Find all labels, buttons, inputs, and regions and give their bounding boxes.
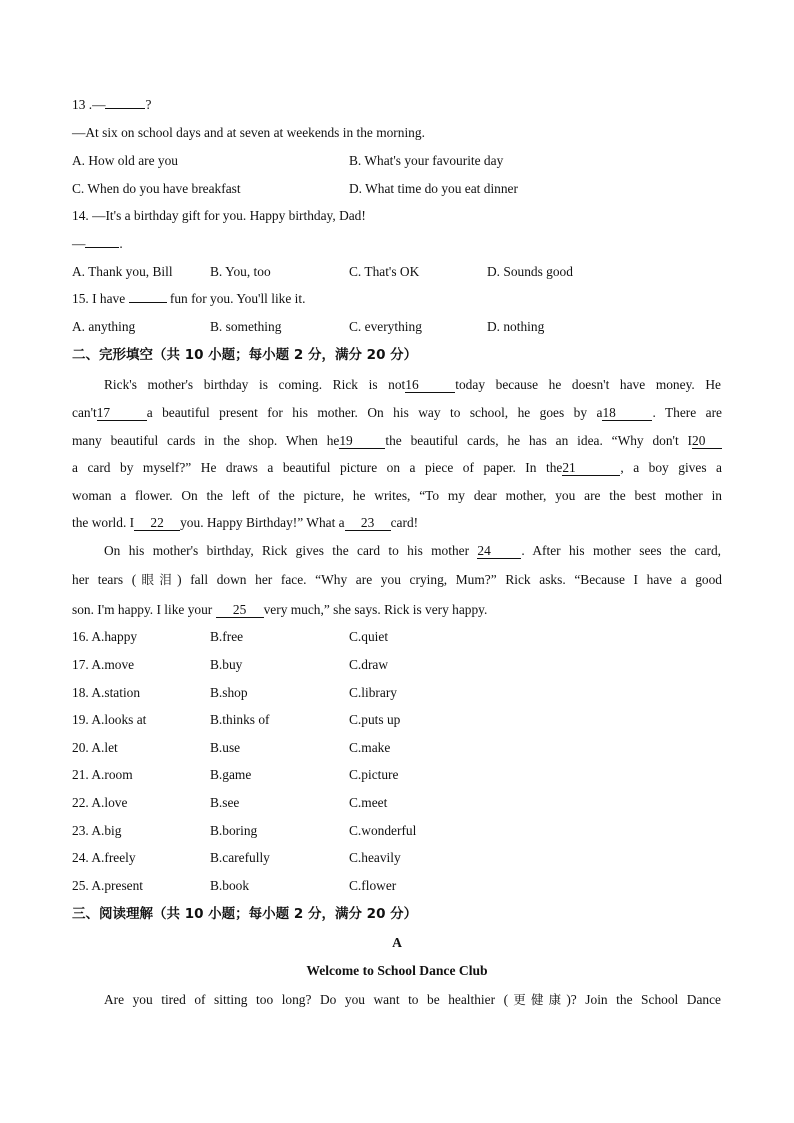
text: today because he doesn't have money. He	[455, 377, 721, 392]
option-25-b: B.book	[210, 878, 250, 893]
option-24-a: 24. A.freely	[72, 850, 136, 865]
option-22-b: B.see	[210, 795, 240, 810]
option-22-c: C.meet	[349, 795, 388, 810]
option-19-c: C.puts up	[349, 712, 401, 727]
blank-24: 24	[477, 543, 521, 559]
q14-option-a: A. Thank you, Bill	[72, 264, 173, 279]
passage-line-2	[72, 404, 722, 422]
passage-line-3	[72, 432, 722, 450]
q15-option-a: A. anything	[72, 319, 136, 334]
question-13-end: ?	[145, 97, 152, 112]
option-21-a: 21. A.room	[72, 767, 133, 782]
q14-option-c: C. That's OK	[349, 264, 420, 279]
option-22-a: 22. A.love	[72, 795, 128, 810]
passage-line-7	[104, 542, 721, 560]
reply-dash: —	[72, 236, 86, 251]
blank-17: 17	[97, 405, 147, 421]
option-17-a: 17. A.move	[72, 657, 135, 672]
q13-option-a: A. How old are you	[72, 153, 178, 168]
option-20-a: 20. A.let	[72, 740, 118, 755]
text: On his mother's birthday, Rick gives the card to his mother	[104, 543, 478, 558]
text: her tears (	[72, 572, 137, 587]
text: very much,” she says. Rick is very happy.	[263, 602, 488, 617]
section-3-heading: 三、阅读理解（共 10 小题；每小题 2 分，满分 20 分）	[72, 906, 418, 922]
q13-option-c: C. When do you have breakfast	[72, 181, 241, 196]
option-18-c: C.library	[349, 685, 397, 700]
reply-end: .	[119, 236, 123, 251]
option-24-b: B.carefully	[210, 850, 270, 865]
blank-20: 20	[692, 433, 722, 449]
q15-option-b: B. something	[210, 319, 282, 334]
passage-line-1	[104, 376, 721, 394]
cjk-gloss: 更健康	[508, 992, 567, 1007]
question-15-stem	[72, 290, 305, 308]
option-23-a: 23. A.big	[72, 823, 122, 838]
option-17-c: C.draw	[349, 657, 389, 672]
blank-21: 21	[562, 460, 620, 476]
question-13-stem	[72, 96, 151, 114]
question-13-number: 13 .—	[72, 97, 106, 112]
passage-line-4	[72, 459, 722, 477]
q13-option-b: B. What's your favourite day	[349, 153, 504, 168]
option-20-b: B.use	[210, 740, 241, 755]
cjk-gloss: 眼泪	[136, 572, 178, 587]
option-25-a: 25. A.present	[72, 878, 144, 893]
option-23-c: C.wonderful	[349, 823, 417, 838]
text: the beautiful cards, he has an idea. “Why don't I	[385, 433, 693, 448]
text: a beautiful present for his mother. On his way to school, he goes by a	[146, 405, 603, 420]
question-14-reply	[72, 235, 123, 253]
q15-option-d: D. nothing	[487, 319, 545, 334]
blank-18: 18	[602, 405, 652, 421]
text: card!	[390, 515, 419, 530]
reading-line-1	[104, 991, 721, 1009]
question-13-answer: —At six on school days and at seven at weekends in the morning.	[72, 125, 425, 140]
text: , a boy gives a	[620, 460, 722, 475]
text: Are you tired of sitting too long? Do you want to be healthier (	[104, 992, 509, 1007]
answer-blank	[105, 108, 145, 109]
option-18-a: 18. A.station	[72, 685, 141, 700]
passage-line-5: woman a flower. On the left of the picture, he writes, “To my dear mother, you are the best mother in	[72, 488, 722, 503]
text: a card by myself?” He draws a beautiful picture on a piece of paper. In the	[72, 460, 563, 475]
text: son. I'm happy. I like your	[72, 602, 216, 617]
reading-passage-label: A	[392, 935, 402, 950]
stem-end: fun for you. You'll like it.	[166, 291, 306, 306]
answer-blank	[129, 302, 167, 303]
blank-16: 16	[405, 377, 455, 393]
text: . After his mother sees the card,	[521, 543, 721, 558]
text: many beautiful cards in the shop. When he	[72, 433, 340, 448]
text: you. Happy Birthday!” What a	[180, 515, 345, 530]
option-25-c: C.flower	[349, 878, 397, 893]
text: )? Join the School Dance	[566, 992, 721, 1007]
option-23-b: B.boring	[210, 823, 258, 838]
q13-option-d: D. What time do you eat dinner	[349, 181, 518, 196]
option-21-b: B.game	[210, 767, 252, 782]
passage-line-9	[72, 601, 487, 619]
text: ) fall down her face. “Why are you crying, Mum?” Rick asks. “Because I have a good	[177, 572, 722, 587]
option-17-b: B.buy	[210, 657, 243, 672]
passage-line-8	[72, 571, 722, 589]
option-24-c: C.heavily	[349, 850, 401, 865]
stem-start: 15. I have	[72, 291, 129, 306]
reading-passage-title: Welcome to School Dance Club	[306, 963, 488, 978]
answer-blank	[85, 247, 119, 248]
blank-25: 25	[216, 602, 264, 618]
section-2-heading: 二、完形填空（共 10 小题；每小题 2 分，满分 20 分）	[72, 347, 418, 363]
blank-23: 23	[345, 515, 391, 531]
option-21-c: C.picture	[349, 767, 399, 782]
option-18-b: B.shop	[210, 685, 248, 700]
passage-line-6	[72, 514, 418, 532]
text: the world. I	[72, 515, 135, 530]
blank-22: 22	[134, 515, 180, 531]
text: Rick's mother's birthday is coming. Rick is not	[104, 377, 406, 392]
option-19-b: B.thinks of	[210, 712, 270, 727]
text: can't	[72, 405, 97, 420]
q14-option-b: B. You, too	[210, 264, 271, 279]
q14-option-d: D. Sounds good	[487, 264, 573, 279]
text: . There are	[652, 405, 722, 420]
option-19-a: 19. A.looks at	[72, 712, 147, 727]
option-20-c: C.make	[349, 740, 391, 755]
option-16-a: 16. A.happy	[72, 629, 138, 644]
option-16-c: C.quiet	[349, 629, 389, 644]
q15-option-c: C. everything	[349, 319, 422, 334]
question-14-stem: 14. —It's a birthday gift for you. Happy birthday, Dad!	[72, 208, 366, 223]
option-16-b: B.free	[210, 629, 244, 644]
blank-19: 19	[339, 433, 385, 449]
